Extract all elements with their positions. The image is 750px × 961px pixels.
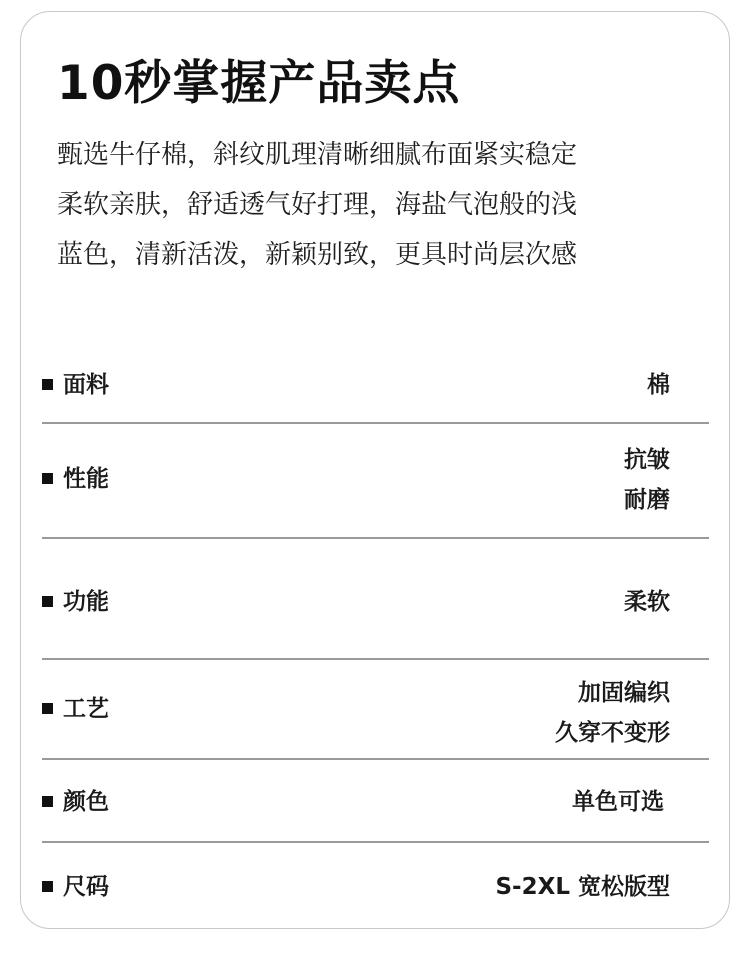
bullet-icon — [42, 881, 53, 892]
bullet-icon — [42, 703, 53, 714]
spec-label: 工艺 — [63, 696, 109, 722]
spec-value: 抗皱 — [624, 447, 670, 473]
bullet-icon — [42, 596, 53, 607]
bullet-icon — [42, 473, 53, 484]
spec-row-performance — [42, 440, 670, 520]
spec-value: 柔软 — [624, 589, 670, 615]
divider — [42, 758, 709, 760]
spec-row-function — [42, 578, 670, 628]
spec-label: 颜色 — [63, 789, 109, 815]
bullet-icon — [42, 796, 53, 807]
description-line: 蓝色，清新活泼，新颖别致，更具时尚层次感 — [57, 240, 578, 270]
spec-value: 棉 — [647, 372, 670, 398]
spec-row-size — [42, 862, 670, 912]
spec-row-craft — [42, 673, 670, 753]
description-line: 甄选牛仔棉，斜纹肌理清晰细腻布面紧实稳定 — [57, 140, 578, 170]
bullet-icon — [42, 379, 53, 390]
description-line: 柔软亲肤，舒适透气好打理，海盐气泡般的浅 — [57, 190, 578, 220]
spec-label: 功能 — [63, 589, 109, 615]
spec-row-color — [42, 778, 670, 828]
spec-label: 性能 — [63, 466, 109, 492]
divider — [42, 841, 709, 843]
spec-value: 久穿不变形 — [555, 720, 670, 746]
spec-label: 面料 — [63, 372, 109, 398]
spec-value: S-2XL 宽松版型 — [495, 874, 670, 900]
spec-value: 加固编织 — [578, 680, 670, 706]
divider — [42, 537, 709, 539]
spec-value: 耐磨 — [624, 487, 670, 513]
divider — [42, 422, 709, 424]
spec-label: 尺码 — [63, 874, 109, 900]
product-description — [57, 130, 677, 280]
page-title: 10秒掌握产品卖点 — [57, 56, 461, 111]
spec-value: 单色可选 — [572, 789, 664, 815]
divider — [42, 658, 709, 660]
spec-row-fabric — [42, 360, 670, 410]
